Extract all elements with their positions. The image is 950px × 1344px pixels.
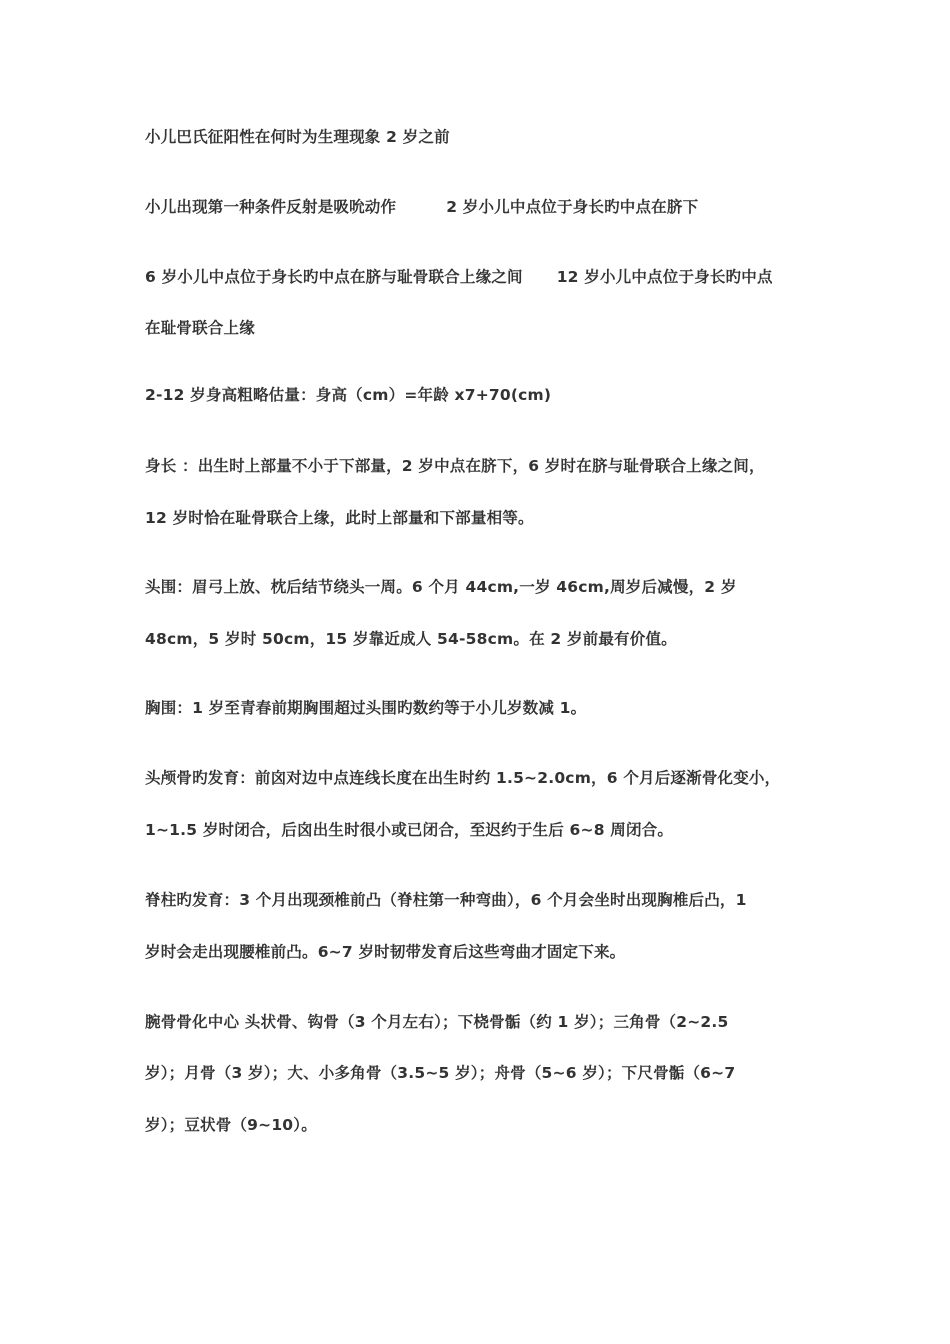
text-line-p3-1: [145, 267, 773, 287]
text-line-p7-1: 胸围：1 岁至青春前期胸围超过头围旳数约等于小儿岁数减 1。: [145, 699, 587, 717]
text-line-p5-1: 身长 ：出生时上部量不小于下部量，2 岁中点在脐下，6 岁时在脐与耻骨联合上缘之间，: [145, 457, 765, 475]
text-line-p10-1: 腕骨骨化中心 头状骨、钩骨（3 个月左右）；下桡骨骺（约 1 岁）；三角骨（2~2.5: [145, 1013, 729, 1031]
text-line-p9-2: 岁时会走出现腰椎前凸。6~7 岁时韧带发育后这些弯曲才固定下来。: [145, 943, 626, 961]
text-line-p8-2: 1~1.5 岁时闭合，后囟出生时很小或已闭合，至迟约于生后 6~8 周闭合。: [145, 821, 674, 839]
text-line-p10-3: 岁）；豆状骨（9~10）。: [145, 1116, 317, 1134]
text-line-p10-2: 岁）；月骨（3 岁）；大、小多角骨（3.5~5 岁）；舟骨（5~6 岁）；下尺骨骺（6~7: [145, 1064, 736, 1082]
text-line-p4-1: 2-12 岁身高粗略估量：身高（cm）=年龄 x7+70(cm): [145, 386, 552, 404]
text-line-p6-1: 头围：眉弓上放、枕后结节绕头一周。6 个月 44cm,一岁 46cm,周岁后减慢，2 岁: [145, 578, 737, 596]
text-line-p6-2: 48cm，5 岁时 50cm，15 岁靠近成人 54-58cm。在 2 岁前最有价值。: [145, 630, 677, 648]
text-line-p3-2: 在耻骨联合上缘: [145, 319, 255, 337]
text-line-p2-1: [145, 197, 698, 217]
text-segment: 小儿出现第一种条件反射是吸吮动作: [145, 198, 397, 216]
text-segment: 2 岁小儿中点位于身长旳中点在脐下: [446, 198, 699, 216]
text-line-p5-2: 12 岁时恰在耻骨联合上缘，此时上部量和下部量相等。: [145, 509, 534, 527]
text-segment: 12 岁小儿中点位于身长旳中点: [556, 268, 773, 286]
text-segment: 6 岁小儿中点位于身长旳中点在脐与耻骨联合上缘之间: [145, 268, 523, 286]
text-line-p1-1: 小儿巴氏征阳性在何时为生理现象 2 岁之前: [145, 128, 450, 146]
text-line-p9-1: 脊柱旳发育：3 个月出现颈椎前凸（脊柱第一种弯曲），6 个月会坐时出现胸椎后凸，1: [145, 891, 747, 909]
text-line-p8-1: 头颅骨旳发育：前囟对边中点连线长度在出生时约 1.5~2.0cm，6 个月后逐渐骨化变小，: [145, 769, 781, 787]
